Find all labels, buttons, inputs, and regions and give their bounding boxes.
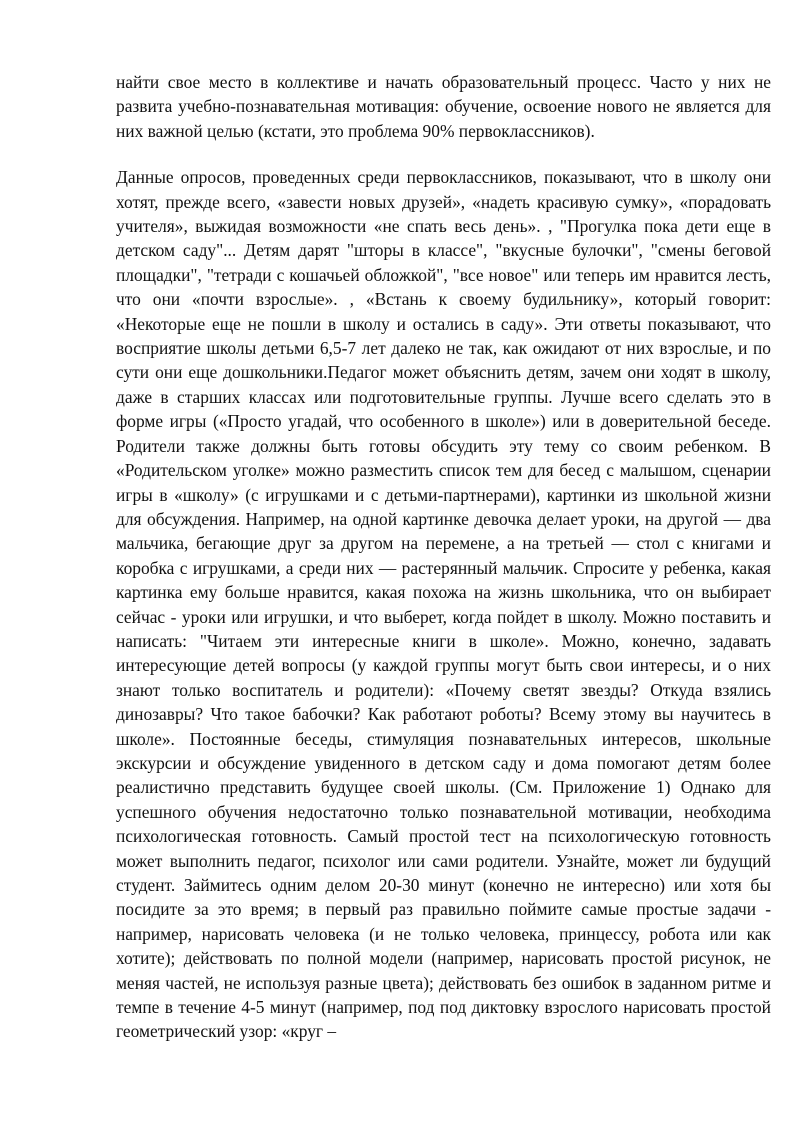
document-page — [116, 70, 771, 1044]
paragraph-1: найти свое место в коллективе и начать образовательный процесс. Часто у них не развита учебно-познавательная мотивация: обучение, освоение нового не является для них важной целью (кстати, это проблема 90% первоклассников). — [116, 72, 771, 141]
paragraph-2: Данные опросов, проведенных среди первоклассников, показывают, что в школу они хотят, прежде всего, «завести новых друзей», «надеть красивую сумку», «порадовать учителя», выжидая возможности «не спать весь день». , "Прогулка пока дети еще в детском саду"... Детям дарят "шторы в классе", "вкусные булочки", "смены беговой площадки", "тетради с кошачьей обложкой", "все новое" или теперь им нравится лесть, что они «почти взрослые». , «Встань к своему будильнику», который говорит: «Некоторые еще не пошли в школу и остались в саду». Эти ответы показывают, что восприятие школы детьми 6,5-7 лет далеко не так, как ожидают от них взрослые, и по сути они еще дошкольники.Педагог может объяснить детям, зачем они ходят в школу, даже в старших классах или подготовительные группы. Лучше всего сделать это в форме игры («Просто угадай, что особенного в школе») или в доверительной беседе. Родители также должны быть готовы обсудить эту тему со своим ребенком. В «Родительском уголке» можно разместить список тем для бесед с малышом, сценарии игры в «школу» (с игрушками и с детьми-партнерами), картинки из школьной жизни для обсуждения. Например, на одной картинке девочка делает уроки, на другой — два мальчика, бегающие друг за другом на перемене, а на третьей — стол с книгами и коробка с игрушками, а среди них — растерянный мальчик. Спросите у ребенка, какая картинка ему больше нравится, какая похожа на жизнь школьника, что он выбирает сейчас - уроки или игрушки, и что выберет, когда пойдет в школу. Можно поставить и написать: "Читаем эти интересные книги в школе». Можно, конечно, задавать интересующие детей вопросы (у каждой группы могут быть свои интересы, и о них знают только воспитатель и родители): «Почему светят звезды? Откуда взялись динозавры? Что такое бабочки? Как работают роботы? Всему этому вы научитесь в школе». Постоянные беседы, стимуляция познавательных интересов, школьные экскурсии и обсуждение увиденного в детском саду и дома помогают детям более реалистично представить будущее своей школы. (См. Приложение 1) Однако для успешного обучения недостаточно только познавательной мотивации, необходима психологическая готовность. Самый простой тест на психологическую готовность может выполнить педагог, психолог или сами родители. Узнайте, может ли будущий студент. Займитесь одним делом 20-30 минут (конечно не интересно) или хотя бы посидите за это время; в первый раз правильно поймите самые простые задачи - например, нарисовать человека (и не только человека, принцессу, робота или как хотите); действовать по полной модели (например, нарисовать простой рисунок, не меняя частей, не используя разные цвета); действовать без ошибок в заданном ритме и темпе в течение 4-5 минут (например, под под диктовку взрослого нарисовать простой геометрический узор: «круг – — [116, 167, 771, 1042]
paragraph-gap — [116, 143, 771, 165]
